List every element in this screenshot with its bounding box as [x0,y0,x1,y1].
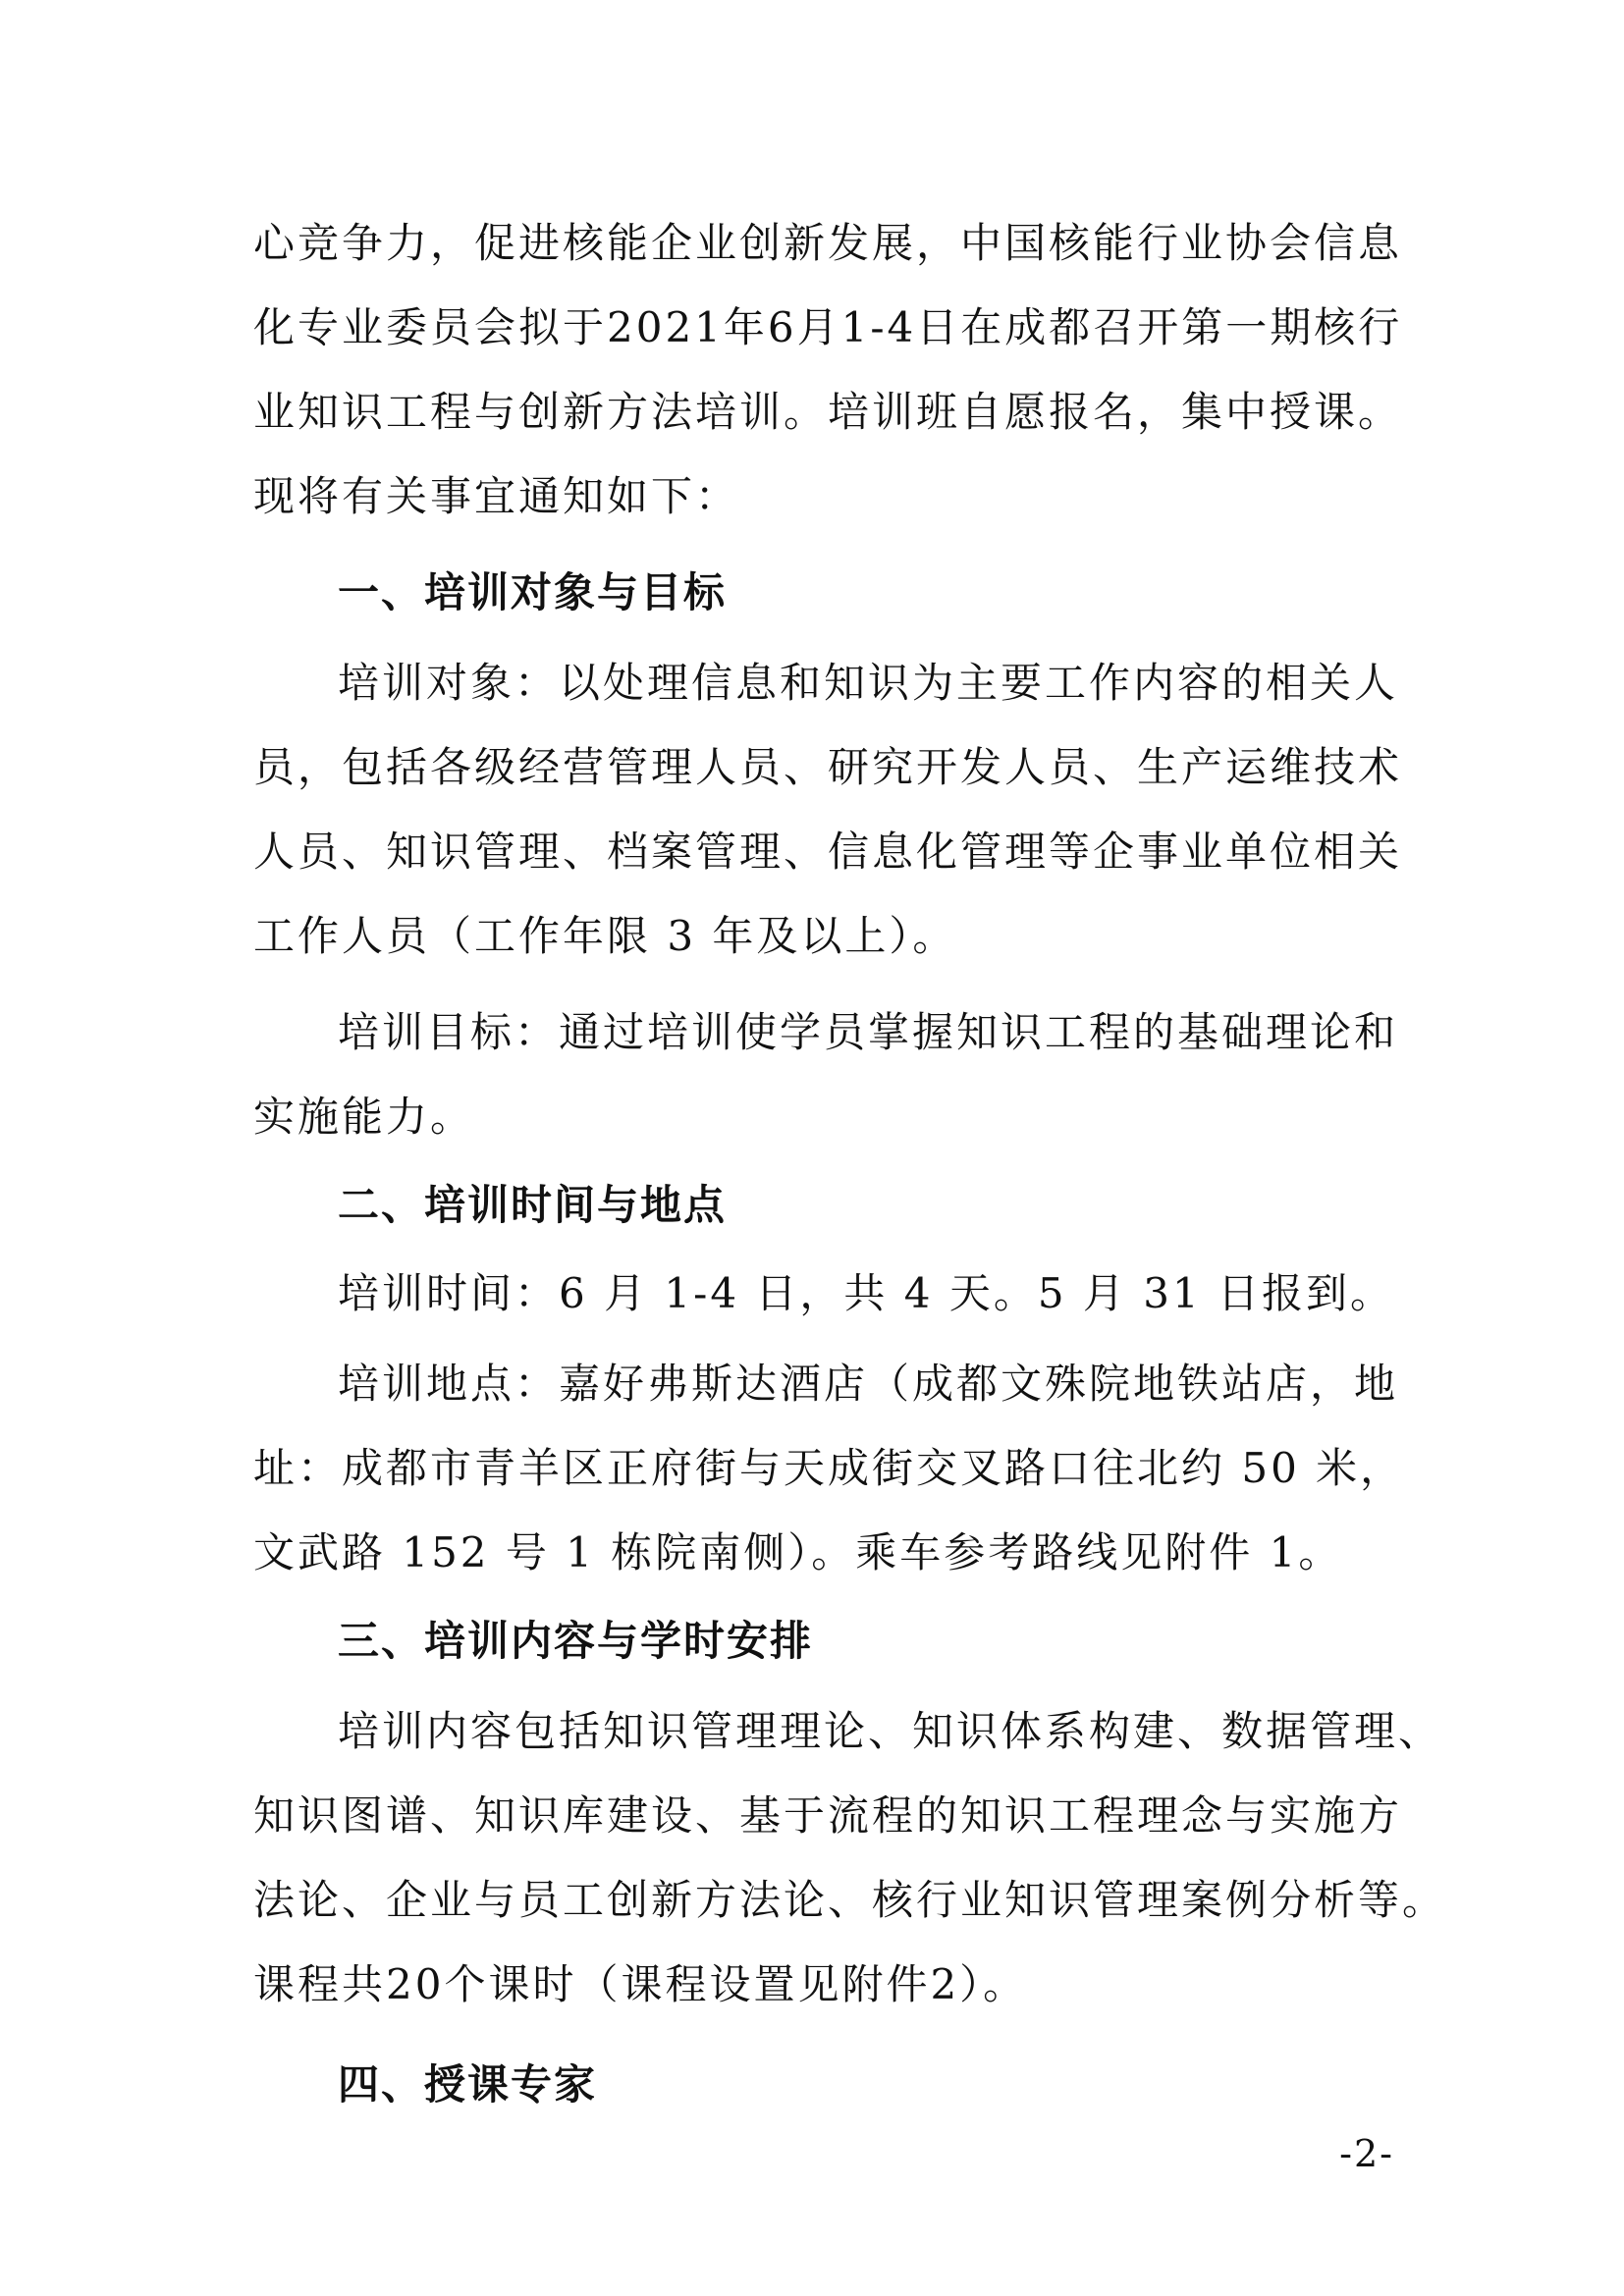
section-1-goal-line-1: 培训目标：通过培训使学员掌握知识工程的基础理论和 [338,1008,1399,1056]
intro-line-1: 心竞争力，促进核能企业创新发展，中国核能行业协会信息 [253,219,1403,267]
section-1-target-line-1: 培训对象：以处理信息和知识为主要工作内容的相关人 [338,659,1399,707]
section-1-target-line-4: 工作人员（工作年限 3 年及以上）。 [253,912,957,960]
section-3-content-line-4: 课程共20个课时（课程设置见附件2）。 [253,1960,1028,2008]
intro-line-4: 现将有关事宜通知如下： [253,472,740,520]
section-4-heading: 四、授课专家 [338,2060,598,2109]
intro-line-2: 化专业委员会拟于2021年6月1-4日在成都召开第一期核行 [253,303,1403,351]
section-2-place-line-1: 培训地点：嘉好弗斯达酒店（成都文殊院地铁站店，地 [338,1360,1399,1408]
intro-line-3: 业知识工程与创新方法培训。培训班自愿报名，集中授课。 [253,388,1403,436]
page-number: -2- [1339,2132,1394,2175]
section-3-content-line-3: 法论、企业与员工创新方法论、核行业知识管理案例分析等。 [253,1876,1447,1924]
section-3-heading: 三、培训内容与学时安排 [338,1617,814,1665]
section-1-target-line-3: 人员、知识管理、档案管理、信息化管理等企事业单位相关 [253,828,1403,876]
section-3-content-line-2: 知识图谱、知识库建设、基于流程的知识工程理念与实施方 [253,1791,1403,1840]
section-1-target-line-2: 员，包括各级经营管理人员、研究开发人员、生产运维技术 [253,743,1403,791]
section-2-time: 培训时间：6 月 1-4 日，共 4 天。5 月 31 日报到。 [338,1269,1395,1317]
section-3-content-line-1: 培训内容包括知识管理理论、知识体系构建、数据管理、 [338,1707,1443,1755]
section-1-heading: 一、培训对象与目标 [338,568,728,616]
section-2-place-line-2: 址：成都市青羊区正府街与天成街交叉路口往北约 50 米， [253,1444,1405,1492]
section-2-place-line-3: 文武路 152 号 1 栋院南侧）。乘车参考路线见附件 1。 [253,1528,1343,1576]
section-2-heading: 二、培训时间与地点 [338,1181,728,1229]
section-1-goal-line-2: 实施能力。 [253,1093,475,1141]
